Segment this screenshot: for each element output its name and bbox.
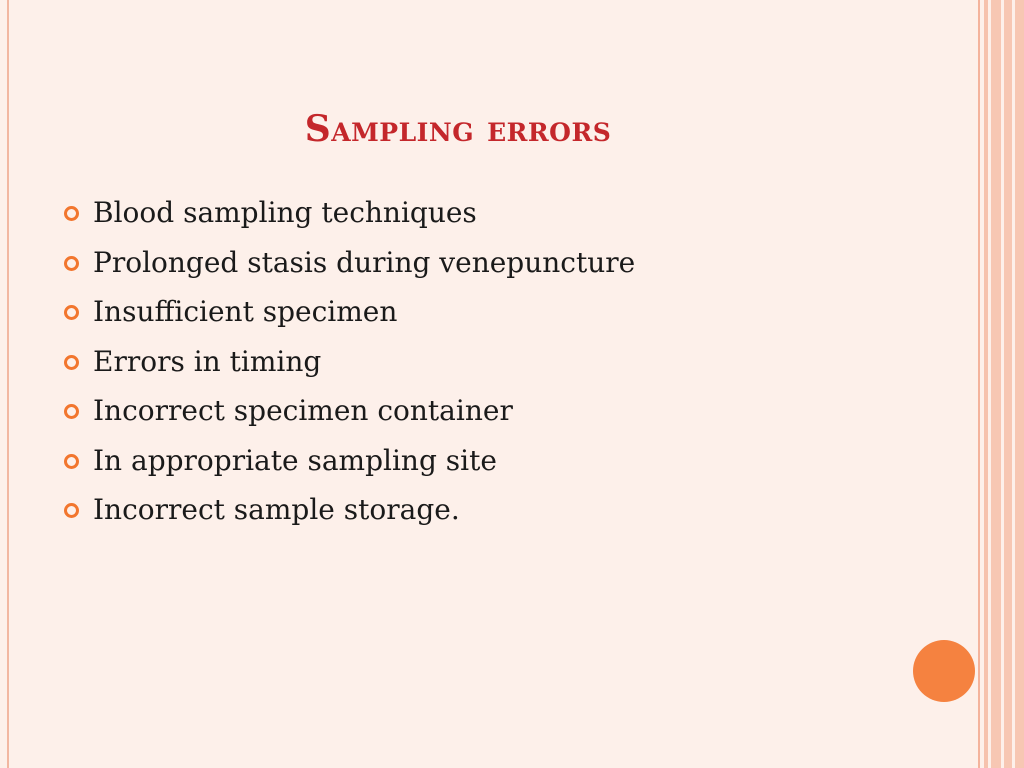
orange-circle-icon: [913, 640, 975, 702]
list-item: [64, 238, 635, 288]
bullet-text: Incorrect specimen container: [93, 394, 513, 428]
slide-title: Sampling errors: [304, 108, 612, 150]
right-stripe-decoration: [1004, 0, 1012, 768]
bullet-icon: [64, 305, 79, 320]
bullet-icon: [64, 355, 79, 370]
bullet-text: Blood sampling techniques: [93, 196, 477, 230]
list-item: [64, 188, 635, 238]
bullet-text: In appropriate sampling site: [93, 443, 497, 477]
list-item: [64, 287, 635, 337]
bullet-text: Insufficient specimen: [93, 295, 398, 329]
bullet-text: Prolonged stasis during venepuncture: [93, 245, 636, 279]
list-item: [64, 337, 635, 387]
bullet-icon: [64, 503, 79, 518]
bullet-icon: [64, 404, 79, 419]
bullet-text: Incorrect sample storage.: [93, 493, 460, 527]
list-item: [64, 436, 635, 486]
bullet-text: Errors in timing: [93, 344, 322, 378]
list-item: [64, 485, 635, 535]
list-item: [64, 386, 635, 436]
bullet-icon: [64, 454, 79, 469]
right-stripe-decoration: [978, 0, 980, 768]
bullet-list: [64, 188, 635, 535]
right-stripe-decoration: [991, 0, 1001, 768]
bullet-icon: [64, 256, 79, 271]
bullet-icon: [64, 206, 79, 221]
right-stripe-decoration: [984, 0, 988, 768]
right-stripe-decoration: [1015, 0, 1024, 768]
